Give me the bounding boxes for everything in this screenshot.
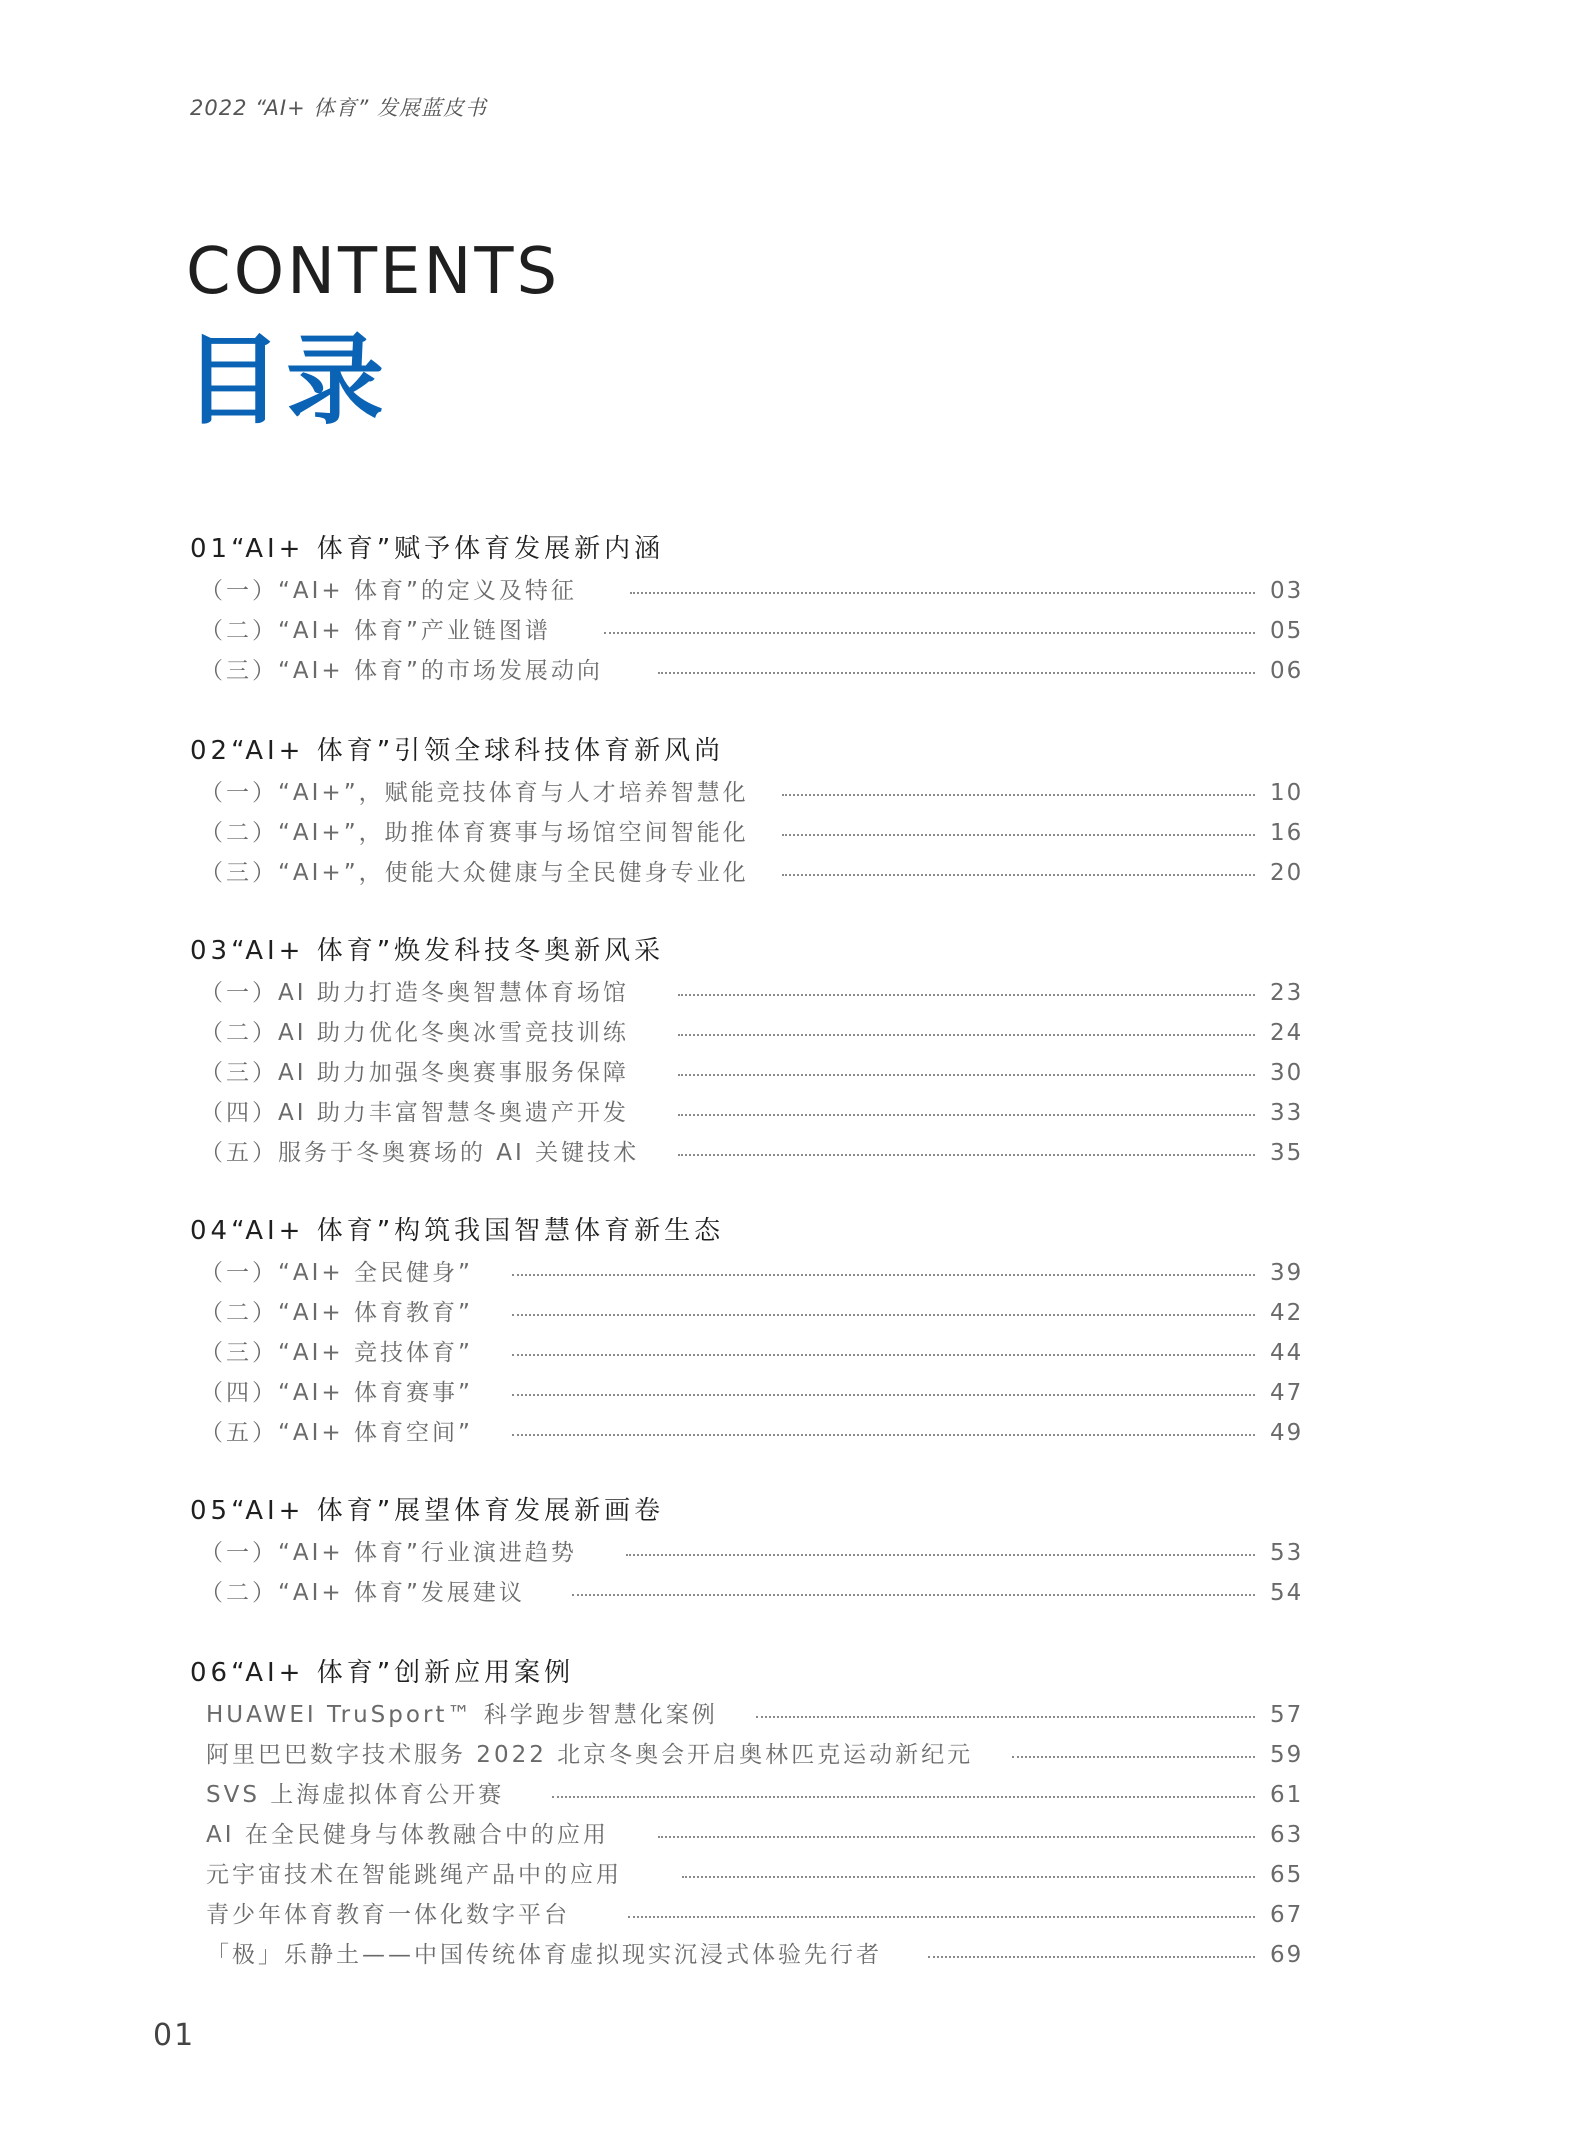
toc-entry-label: （一）AI 助力打造冬奥智慧体育场馆 <box>200 982 643 1005</box>
dot-leader <box>928 1956 1255 1958</box>
section-title[interactable]: 02“AI+ 体育”引领全球科技体育新风尚 <box>190 736 725 766</box>
toc-entry-page: 42 <box>1270 1300 1304 1326</box>
toc-entry-label: （四）“AI+ 体育赛事” <box>200 1382 487 1405</box>
toc-entry[interactable] <box>0 1342 1587 1374</box>
toc-entry-page: 24 <box>1270 1020 1304 1046</box>
dot-leader <box>782 874 1255 876</box>
toc-entry-label: 阿里巴巴数字技术服务 2022 北京冬奥会开启奥林匹克运动新纪元 <box>206 1744 987 1767</box>
toc-entry-page: 67 <box>1270 1902 1304 1928</box>
toc-entry-label: （一）“AI+”，赋能竞技体育与人才培养智慧化 <box>200 782 763 805</box>
dot-leader <box>630 592 1255 594</box>
contents-heading-english: CONTENTS <box>186 235 561 309</box>
section-title[interactable]: 04“AI+ 体育”构筑我国智慧体育新生态 <box>190 1216 725 1246</box>
toc-entry-page: 53 <box>1270 1540 1304 1566</box>
toc-entry-label: （二）“AI+”，助推体育赛事与场馆空间智能化 <box>200 822 763 845</box>
toc-entry-page: 35 <box>1270 1140 1304 1166</box>
toc-entry[interactable] <box>0 1262 1587 1294</box>
toc-entry-label: （五）服务于冬奥赛场的 AI 关键技术 <box>200 1142 653 1165</box>
running-header: 2022 “AI+ 体育” 发展蓝皮书 <box>190 96 487 120</box>
dot-leader <box>512 1274 1255 1276</box>
dot-leader <box>678 1074 1255 1076</box>
toc-entry[interactable] <box>0 1904 1587 1936</box>
toc-entry-page: 47 <box>1270 1380 1304 1406</box>
toc-entry[interactable] <box>0 1944 1587 1976</box>
toc-entry-page: 33 <box>1270 1100 1304 1126</box>
section-title[interactable]: 01“AI+ 体育”赋予体育发展新内涵 <box>190 534 665 564</box>
toc-entry-page: 03 <box>1270 578 1304 604</box>
dot-leader <box>1012 1756 1255 1758</box>
dot-leader <box>678 994 1255 996</box>
toc-entry-label: HUAWEI TruSport™ 科学跑步智慧化案例 <box>206 1704 732 1727</box>
toc-entry-page: 61 <box>1270 1782 1304 1808</box>
toc-entry[interactable] <box>0 580 1587 612</box>
toc-entry[interactable] <box>0 1062 1587 1094</box>
toc-entry[interactable] <box>0 982 1587 1014</box>
toc-entry-label: （五）“AI+ 体育空间” <box>200 1422 487 1445</box>
toc-entry[interactable] <box>0 1864 1587 1896</box>
toc-entry[interactable] <box>0 1824 1587 1856</box>
dot-leader <box>782 834 1255 836</box>
toc-entry-label: （一）“AI+ 全民健身” <box>200 1262 487 1285</box>
toc-entry-label: 青少年体育教育一体化数字平台 <box>206 1904 584 1927</box>
toc-entry-label: SVS 上海虚拟体育公开赛 <box>206 1784 518 1807</box>
dot-leader <box>658 1836 1255 1838</box>
toc-entry-label: （三）“AI+”，使能大众健康与全民健身专业化 <box>200 862 763 885</box>
toc-entry-page: 05 <box>1270 618 1304 644</box>
dot-leader <box>678 1114 1255 1116</box>
toc-entry-page: 16 <box>1270 820 1304 846</box>
toc-entry[interactable] <box>0 660 1587 692</box>
toc-entry-label: 元宇宙技术在智能跳绳产品中的应用 <box>206 1864 636 1887</box>
toc-entry-label: （四）AI 助力丰富智慧冬奥遗产开发 <box>200 1102 643 1125</box>
toc-entry-page: 44 <box>1270 1340 1304 1366</box>
toc-entry-page: 06 <box>1270 658 1304 684</box>
toc-entry-page: 39 <box>1270 1260 1304 1286</box>
toc-entry[interactable] <box>0 1582 1587 1614</box>
toc-entry[interactable] <box>0 1302 1587 1334</box>
toc-entry[interactable] <box>0 1784 1587 1816</box>
dot-leader <box>678 1154 1255 1156</box>
toc-entry-label: （一）“AI+ 体育”行业演进趋势 <box>200 1542 591 1565</box>
toc-entry[interactable] <box>0 1382 1587 1414</box>
toc-entry-label: （二）“AI+ 体育教育” <box>200 1302 487 1325</box>
dot-leader <box>512 1314 1255 1316</box>
dot-leader <box>628 1916 1255 1918</box>
dot-leader <box>552 1796 1255 1798</box>
dot-leader <box>626 1554 1255 1556</box>
dot-leader <box>782 794 1255 796</box>
toc-entry[interactable] <box>0 1744 1587 1776</box>
dot-leader <box>678 1034 1255 1036</box>
dot-leader <box>572 1594 1255 1596</box>
toc-entry-page: 59 <box>1270 1742 1304 1768</box>
toc-entry-label: （二）“AI+ 体育”产业链图谱 <box>200 620 565 643</box>
toc-entry-page: 54 <box>1270 1580 1304 1606</box>
toc-entry[interactable] <box>0 1542 1587 1574</box>
toc-entry-label: （三）AI 助力加强冬奥赛事服务保障 <box>200 1062 643 1085</box>
page-number: 01 <box>153 2018 196 2053</box>
toc-entry-label: （一）“AI+ 体育”的定义及特征 <box>200 580 591 603</box>
dot-leader <box>682 1876 1255 1878</box>
toc-entry-label: 「极」乐静土——中国传统体育虚拟现实沉浸式体验先行者 <box>206 1944 896 1967</box>
toc-entry[interactable] <box>0 862 1587 894</box>
toc-entry-page: 49 <box>1270 1420 1304 1446</box>
toc-entry-page: 63 <box>1270 1822 1304 1848</box>
toc-entry[interactable] <box>0 1102 1587 1134</box>
toc-entry-label: AI 在全民健身与体教融合中的应用 <box>206 1824 623 1847</box>
toc-entry-page: 10 <box>1270 780 1304 806</box>
dot-leader <box>512 1434 1255 1436</box>
dot-leader <box>756 1716 1255 1718</box>
toc-entry-page: 69 <box>1270 1942 1304 1968</box>
toc-entry[interactable] <box>0 620 1587 652</box>
toc-entry[interactable] <box>0 1022 1587 1054</box>
toc-entry-label: （三）“AI+ 竞技体育” <box>200 1342 487 1365</box>
toc-entry-page: 57 <box>1270 1702 1304 1728</box>
toc-entry-page: 65 <box>1270 1862 1304 1888</box>
toc-entry-label: （二）“AI+ 体育”发展建议 <box>200 1582 539 1605</box>
toc-entry[interactable] <box>0 1422 1587 1454</box>
dot-leader <box>512 1394 1255 1396</box>
section-title[interactable]: 03“AI+ 体育”焕发科技冬奥新风采 <box>190 936 665 966</box>
toc-entry-label: （三）“AI+ 体育”的市场发展动向 <box>200 660 617 683</box>
toc-entry[interactable] <box>0 782 1587 814</box>
toc-entry-page: 23 <box>1270 980 1304 1006</box>
toc-entry[interactable] <box>0 822 1587 854</box>
dot-leader <box>604 632 1255 634</box>
toc-entry[interactable] <box>0 1142 1587 1174</box>
section-title[interactable]: 05“AI+ 体育”展望体育发展新画卷 <box>190 1496 665 1526</box>
contents-heading-chinese: 目录 <box>184 324 389 438</box>
toc-entry-label: （二）AI 助力优化冬奥冰雪竞技训练 <box>200 1022 643 1045</box>
toc-entry[interactable] <box>0 1704 1587 1736</box>
toc-entry-page: 30 <box>1270 1060 1304 1086</box>
toc-entry-page: 20 <box>1270 860 1304 886</box>
section-title[interactable]: 06“AI+ 体育”创新应用案例 <box>190 1658 575 1688</box>
dot-leader <box>512 1354 1255 1356</box>
dot-leader <box>658 672 1255 674</box>
